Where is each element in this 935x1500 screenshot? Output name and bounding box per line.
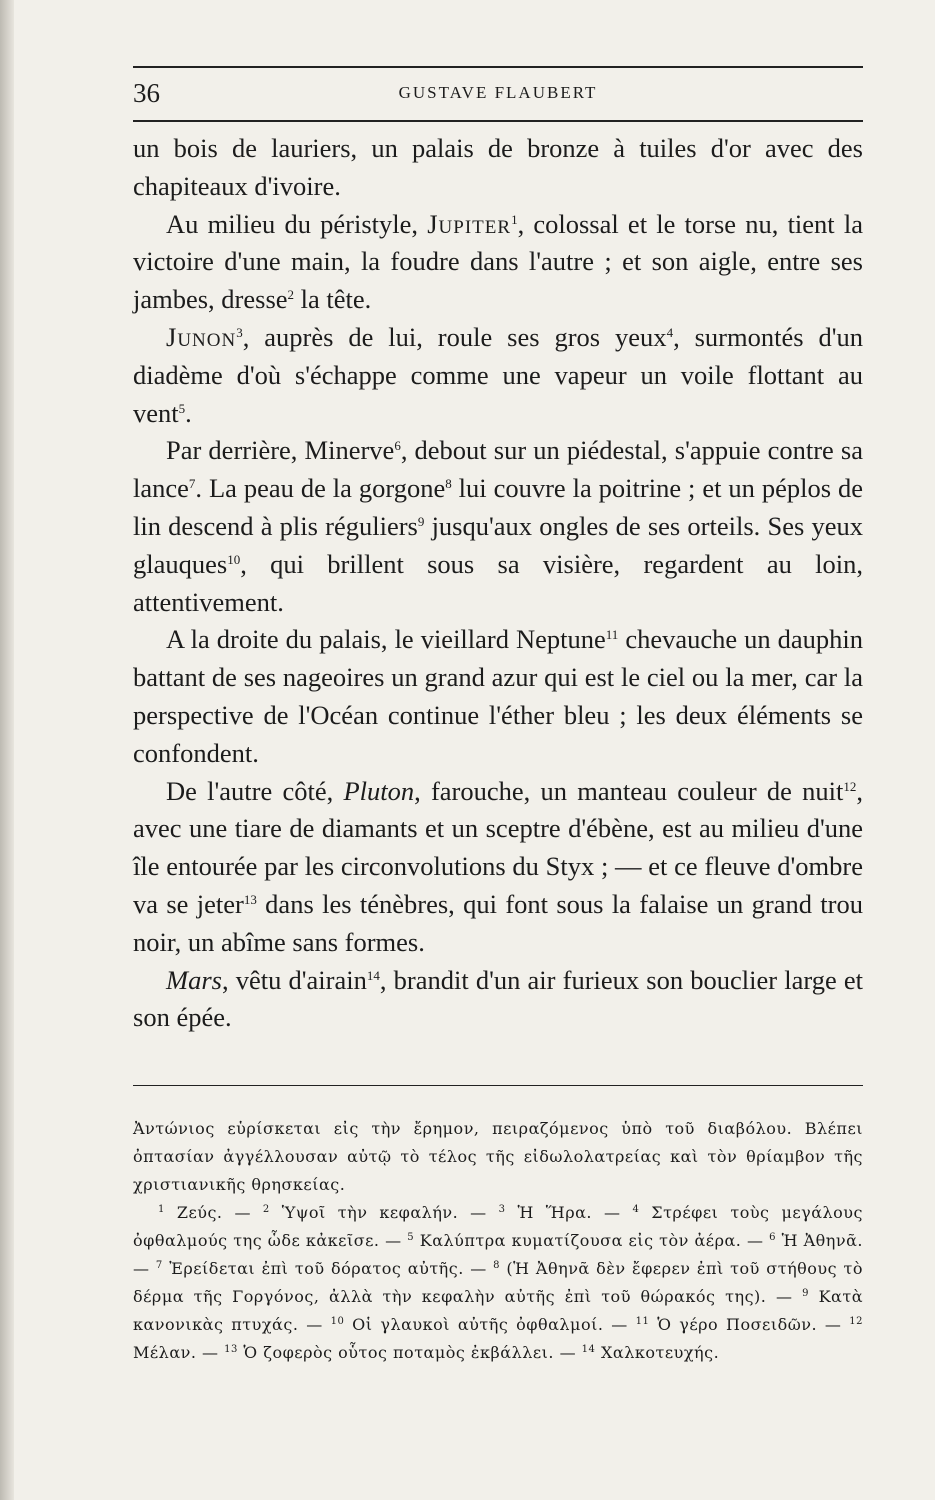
- note-ref-14: 14: [366, 967, 380, 983]
- paragraph-6: De l'autre côté, Pluton, farouche, un manteau couleur de nuit$^{12}$, avec une tiare de diamants et un sceptre d'ébène, est au milieu d'une île entourée par les circonvolutions du Styx ; — et ce fleuve d'ombre va se jeter$^{13}$ dans les ténèbres, qui font sous la falaise un grand trou noir, un abîme sans formes.: [133, 775, 863, 957]
- paragraph-5: A la droite du palais, le vieillard Neptune$^{11}$ chevauche un dauphin battant de ses nageoires un grand azur qui est le ciel ou la mer, car la perspective de l'Océan continue l'éther bleu ; les deux éléments se confondent.: [133, 624, 864, 768]
- note-ref-11: 11: [605, 627, 619, 643]
- note-ref-1: 1: [511, 211, 518, 227]
- note-ref-7: 7: [188, 476, 196, 492]
- note-ref-6: 6: [394, 438, 401, 454]
- paragraph-4: Par derrière, Minerve$^6$, debout sur un piédestal, s'appuie contre sa lance$^7$. La peau de la gorgone$^8$ lui couvre la poitrine ; et un péplos de lin descend à plis réguliers$^9$ jusqu'aux ongles de ses orteils. Ses yeux glauques$^{10}$, qui brillent sous sa visière, regardent au loin, attentivement.: [133, 435, 864, 617]
- note-ref-9: 9: [417, 513, 425, 529]
- note-ref-8: 8: [445, 476, 452, 492]
- note-ref-10: 10: [227, 551, 241, 567]
- footnote-intro: Ἀντώνιος εὑρίσκεται εἰς τὴν ἔρημον, πειραζόμενος ὑπὸ τοῦ διαβόλου. Βλέπει ὀπτασίαν ἀγγέλλουσαν αὐτῷ τὸ τέλος τῆς εἰδωλολατρείας καὶ τὸν θρίαμβον τῆς χριστιανικῆς θρησκείας.: [133, 1119, 863, 1194]
- name-junon: Junon: [166, 321, 237, 352]
- page-edge: [0, 0, 14, 1500]
- name-jupiter: Jupiter: [427, 208, 512, 239]
- note-ref-3: 3: [236, 324, 243, 340]
- paragraph-3: Junon$^3$, auprès de lui, roule ses gros yeux$^4$, surmontés d'un diadème d'où s'échappe comme une vapeur un voile flottant au vent$^5$.: [133, 321, 863, 428]
- note-ref-4: 4: [666, 324, 674, 340]
- paragraph-1: un bois de lauriers, un palais de bronze à tuiles d'or avec des chapiteaux d'ivoire.: [133, 133, 863, 201]
- main-text: [133, 130, 863, 1037]
- top-rule: [133, 66, 863, 68]
- footnotes: [133, 1115, 863, 1367]
- note-ref-13: 13: [243, 891, 257, 907]
- note-ref-12: 12: [843, 778, 857, 794]
- footnotes-rule: [133, 1085, 863, 1086]
- footnote-list: $^1$ Ζεύς. — $^2$ Ὑψοῖ τὴν κεφαλήν. — $^3$ Ἡ Ἥρα. — $^4$ Στρέφει τοὺς μεγάλους ὀφθαλμούς της ὧδε κἀκεῖσε. — $^5$ Καλύπτρα κυματίζουσα εἰς τὸν ἀέρα. — $^6$ Ἡ Ἀθηνᾶ. — $^7$ Ἐρείδεται ἐπὶ τοῦ δόρατος αὐτῆς. — $^8$ (Ἡ Ἀθηνᾶ δὲν ἔφερεν ἐπὶ τοῦ στήθους τὸ δέρμα τῆς Γοργόνος, ἀλλὰ τὴν κεφαλὴν αὐτῆς ἐπὶ τοῦ θώρακός της). — $^9$ Κατὰ κανονικὰς πτυχάς. — $^{10}$ Οἱ γλαυκοὶ αὐτῆς ὀφθαλμοί. — $^{11}$ Ὁ γέρο Ποσειδῶν. — $^{12}$ Μέλαν. — $^{13}$ Ὁ ζοφερὸς οὗτος ποταμὸς ἐκβάλλει. — $^{14}$ Χαλκοτευχής.: [133, 1203, 864, 1362]
- header-rule: [133, 120, 863, 122]
- paragraph-7: Mars, vêtu d'airain$^{14}$, brandit d'un air furieux son bouclier large et son épée.: [133, 964, 863, 1033]
- page-header: [133, 74, 863, 114]
- running-head: GUSTAVE FLAUBERT: [398, 83, 598, 102]
- name-pluton: Pluton: [343, 775, 415, 806]
- page-number: 36: [133, 78, 160, 108]
- note-ref-5: 5: [178, 400, 186, 416]
- paragraph-2: Au milieu du péristyle, Jupiter$^1$, colossal et le torse nu, tient la victoire d'une main, la foudre dans l'autre ; et son aigle, entre ses jambes, dresse$^2$ la tête.: [133, 208, 863, 315]
- name-mars: Mars: [166, 964, 222, 995]
- note-ref-2: 2: [287, 287, 295, 303]
